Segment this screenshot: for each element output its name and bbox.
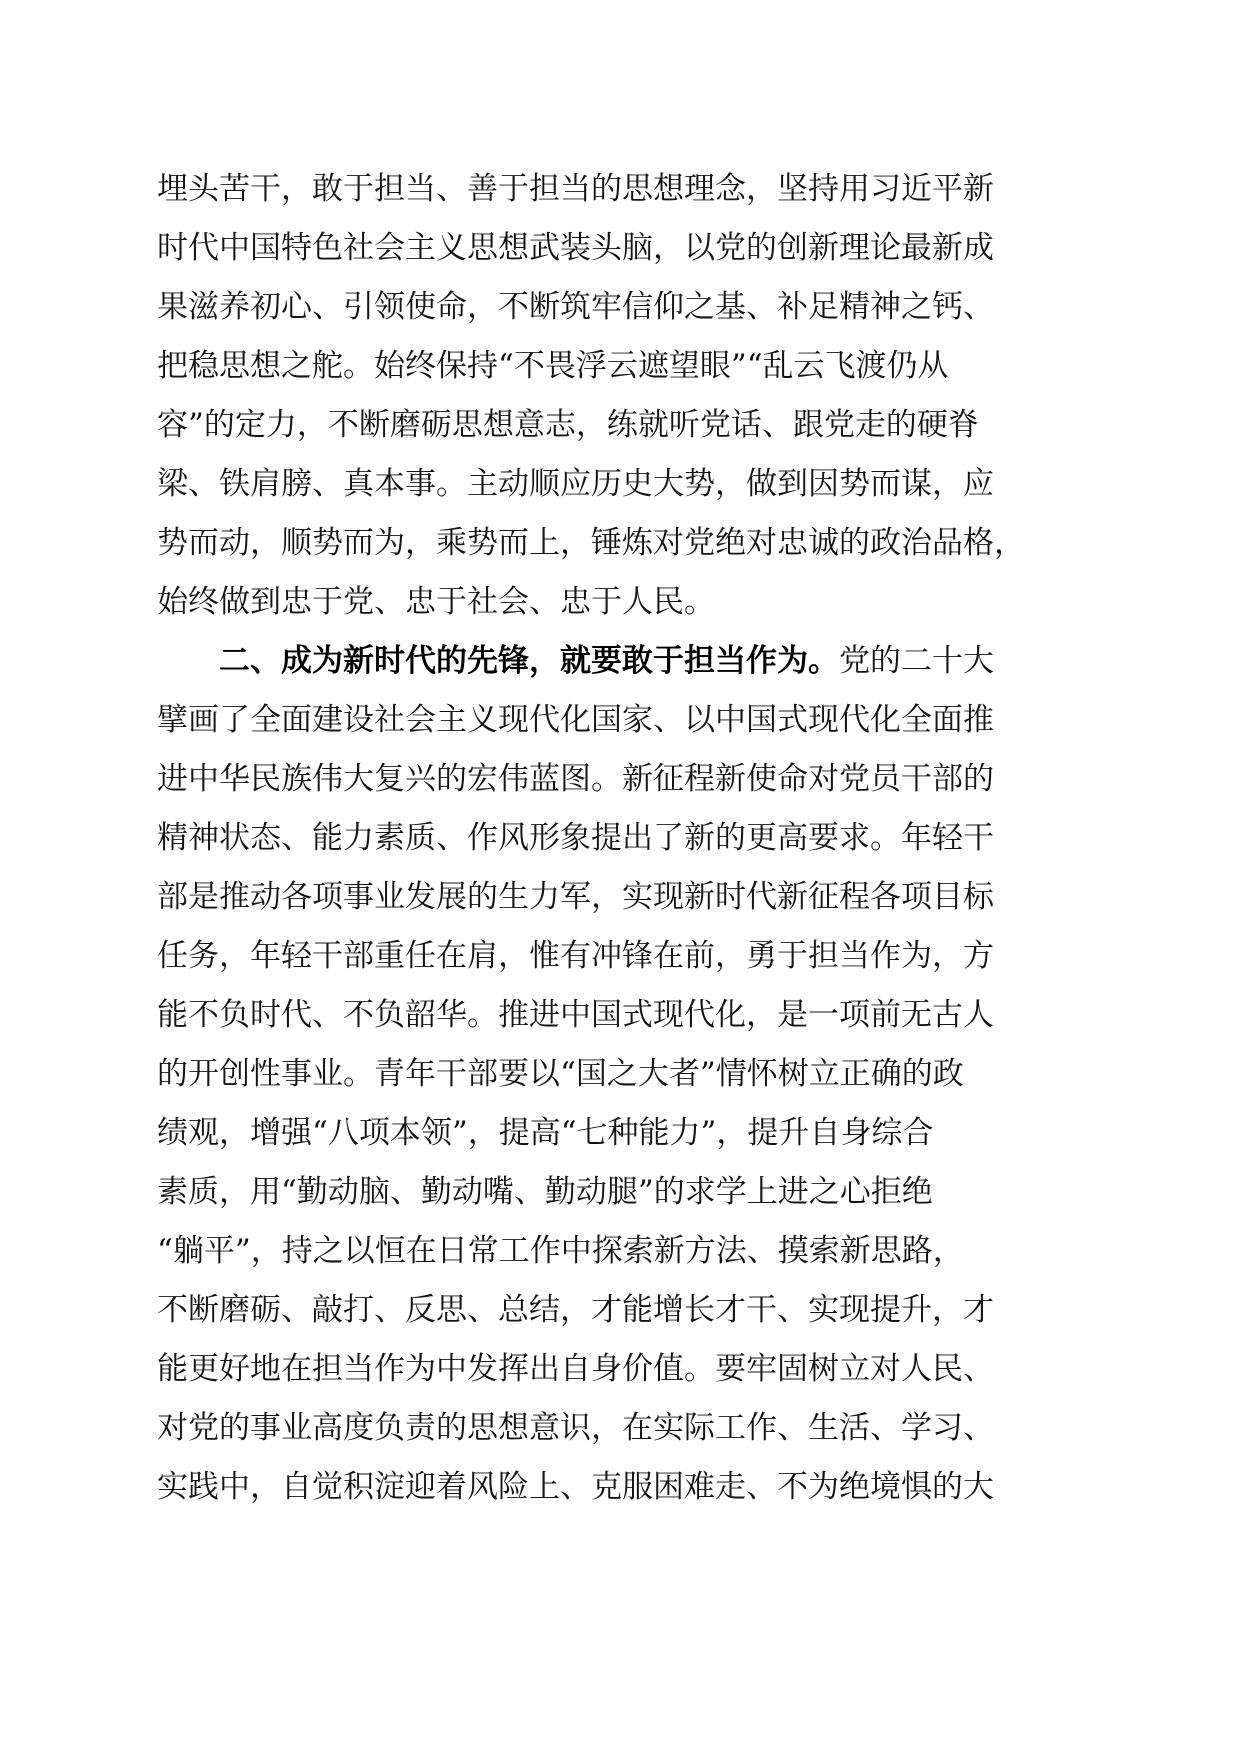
section2-lead: 党的二十大 (839, 643, 994, 679)
text-line-18: “躺平”，持之以恒在日常工作中探索新方法、摸索新思路， (157, 1233, 964, 1269)
text-line-14: 能不负时代、不负韶华。推进中国式现代化，是一项前无古人 (157, 997, 994, 1033)
text-line-17: 素质，用“勤动脑、勤动嘴、勤动腿”的求学上进之心拒绝 (157, 1174, 933, 1210)
section2-heading: 二、成为新时代的先锋，就要敢于担当作为。 (219, 643, 839, 679)
text-line-13: 任务，年轻干部重任在肩，惟有冲锋在前，勇于担当作为，方 (157, 938, 994, 974)
section2-first-line (157, 631, 1097, 691)
text-line-1: 埋头苦干，敢于担当、善于担当的思想理念，坚持用习近平新 (157, 171, 994, 207)
text-line-22: 实践中，自觉积淀迎着风险上、克服困难走、不为绝境惧的大 (157, 1469, 994, 1505)
text-line-15: 的开创性事业。青年干部要以“国之大者”情怀树立正确的政 (157, 1056, 964, 1092)
text-line-12: 部是推动各项事业发展的生力军，实现新时代新征程各项目标 (157, 879, 994, 915)
text-line-3: 果滋养初心、引领使命，不断筑牢信仰之基、补足精神之钙、 (157, 289, 994, 325)
text-line-21: 对党的事业高度负责的思想意识，在实际工作、生活、学习、 (157, 1410, 994, 1446)
text-line-11: 精神状态、能力素质、作风形象提出了新的更高要求。年轻干 (157, 820, 994, 856)
text-line-5: 容”的定力，不断磨砺思想意志，练就听党话、跟党走的硬脊 (157, 407, 979, 443)
text-line-4: 把稳思想之舵。始终保持“不畏浮云遮望眼”“乱云飞渡仍从 (157, 348, 949, 384)
text-line-10: 进中华民族伟大复兴的宏伟蓝图。新征程新使命对党员干部的 (157, 761, 994, 797)
text-line-16: 绩观，增强“八项本领”，提高“七种能力”，提升自身综合 (157, 1115, 934, 1151)
text-line-8: 始终做到忠于党、忠于社会、忠于人民。 (157, 584, 715, 620)
text-line-7: 势而动，顺势而为，乘势而上，锤炼对党绝对忠诚的政治品格， (157, 525, 1025, 561)
text-line-2: 时代中国特色社会主义思想武装头脑，以党的创新理论最新成 (157, 230, 994, 266)
text-line-19: 不断磨砺、敲打、反思、总结，才能增长才干、实现提升，才 (157, 1292, 994, 1328)
text-line-20: 能更好地在担当作为中发挥出自身价值。要牢固树立对人民、 (157, 1351, 994, 1387)
text-line-9: 擘画了全面建设社会主义现代化国家、以中国式现代化全面推 (157, 702, 994, 738)
text-line-6: 梁、铁肩膀、真本事。主动顺应历史大势，做到因势而谋，应 (157, 466, 994, 502)
